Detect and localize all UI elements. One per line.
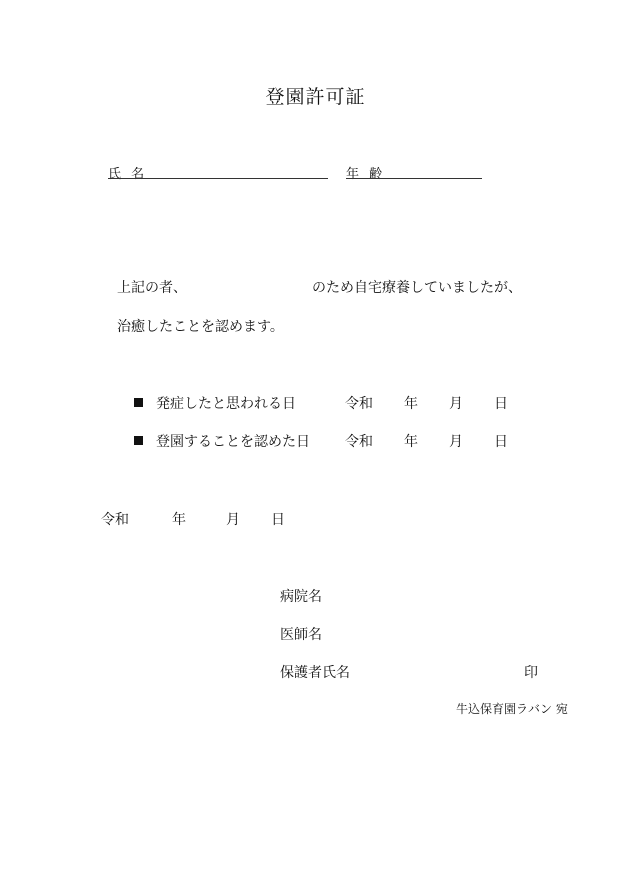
issue-day: 日 bbox=[271, 512, 285, 528]
issue-year: 年 bbox=[172, 512, 186, 528]
item-month: 月 bbox=[449, 434, 463, 450]
item-era: 令和 bbox=[345, 434, 373, 450]
item-year: 年 bbox=[404, 396, 418, 412]
statement-suffix: のため自宅療養していましたが、 bbox=[312, 280, 522, 296]
item-label: 発症したと思われる日 bbox=[156, 396, 296, 412]
item-day: 日 bbox=[494, 396, 508, 412]
item-attendance-date bbox=[134, 431, 310, 451]
statement-line2: 治癒したことを認めます。 bbox=[117, 319, 284, 335]
item-label: 登園することを認めた日 bbox=[156, 434, 310, 450]
age-field-line[interactable] bbox=[346, 178, 482, 179]
seal-mark: 印 bbox=[524, 665, 538, 681]
document-title: 登園許可証 bbox=[265, 86, 366, 108]
square-bullet-icon bbox=[134, 398, 143, 407]
name-label: 氏 名 bbox=[108, 167, 148, 182]
guardian-label: 保護者氏名 bbox=[280, 665, 350, 681]
item-era: 令和 bbox=[345, 396, 373, 412]
item-onset-date bbox=[134, 393, 296, 413]
item-month: 月 bbox=[449, 396, 463, 412]
item-year: 年 bbox=[404, 434, 418, 450]
square-bullet-icon bbox=[134, 436, 143, 445]
age-label: 年 齢 bbox=[346, 167, 386, 182]
name-field-line[interactable] bbox=[108, 178, 328, 179]
addressee: 牛込保育園ラバン 宛 bbox=[456, 702, 568, 716]
doctor-label: 医師名 bbox=[280, 627, 322, 643]
item-day: 日 bbox=[494, 434, 508, 450]
issue-month: 月 bbox=[226, 512, 240, 528]
hospital-label: 病院名 bbox=[280, 589, 322, 605]
statement-prefix: 上記の者、 bbox=[117, 280, 187, 296]
issue-era: 令和 bbox=[101, 512, 129, 528]
